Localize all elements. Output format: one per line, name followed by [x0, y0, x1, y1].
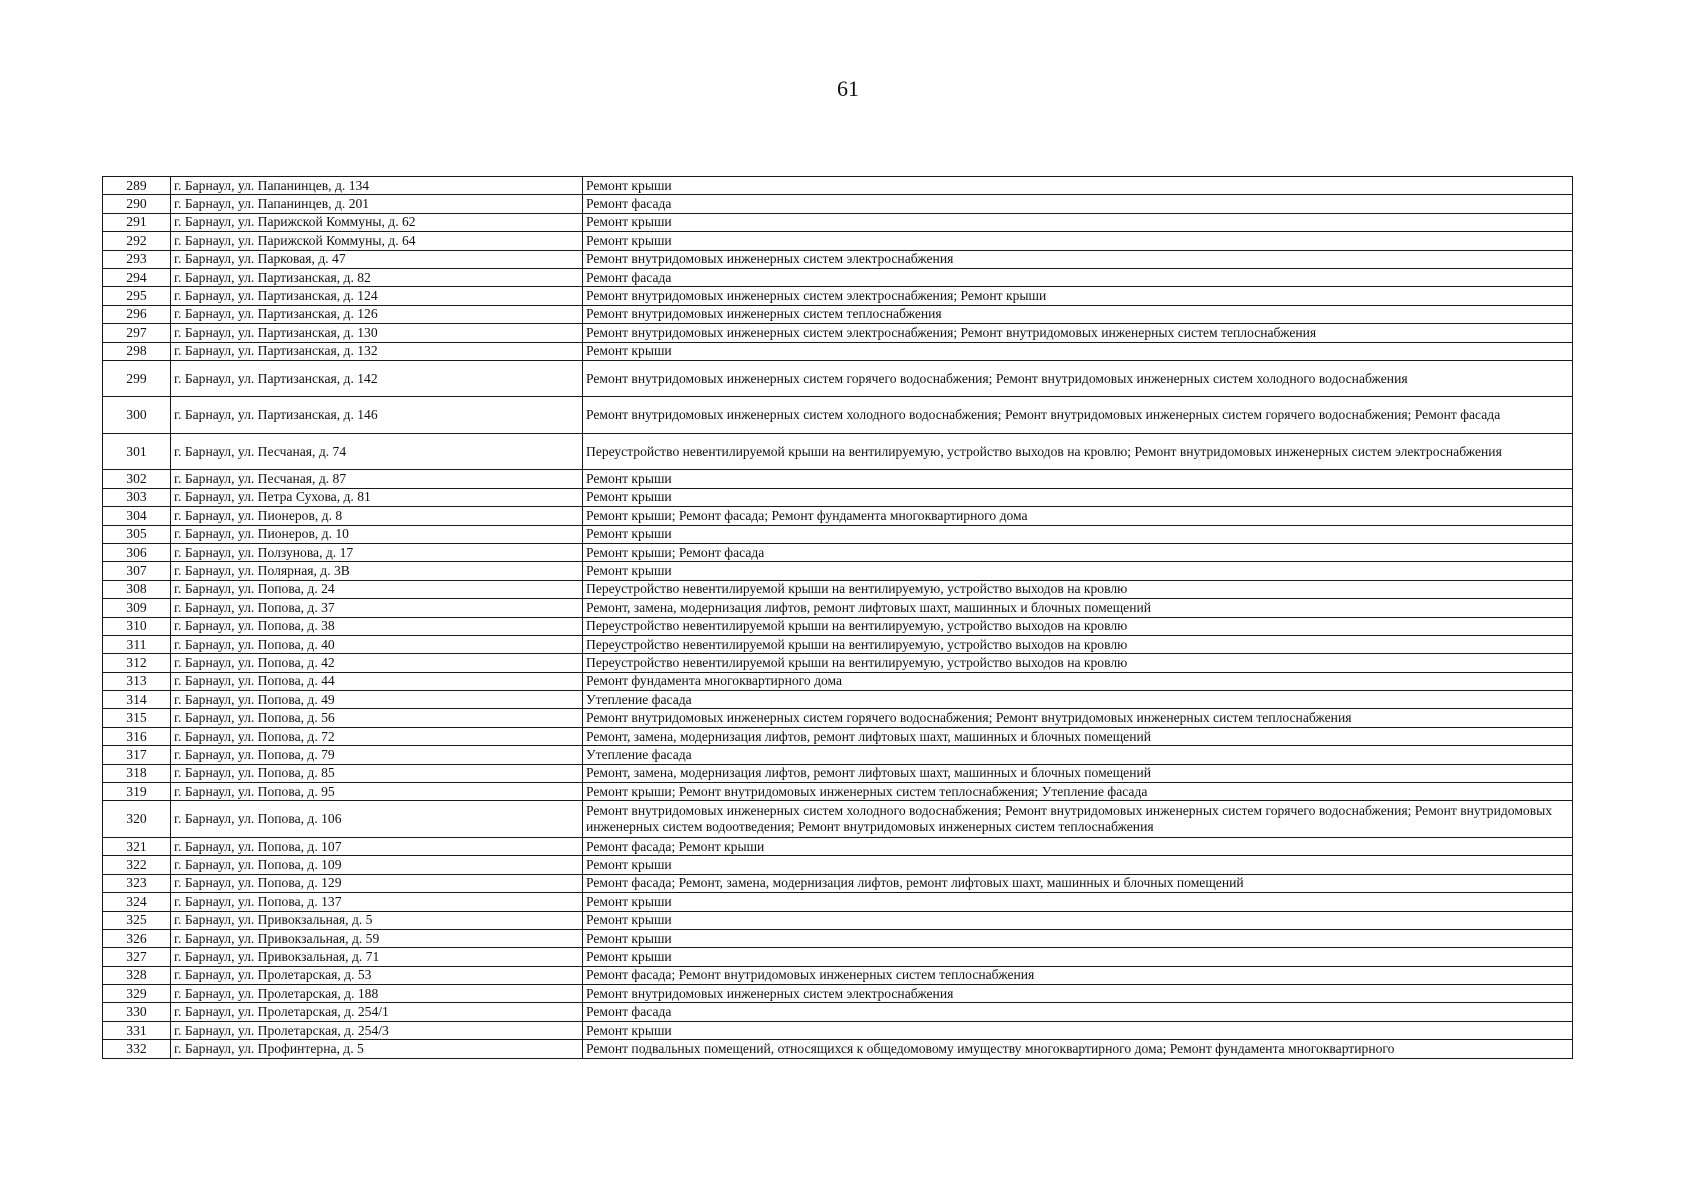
address-cell: г. Барнаул, ул. Пролетарская, д. 188: [171, 985, 583, 1003]
address-cell: г. Барнаул, ул. Попова, д. 107: [171, 837, 583, 855]
table-row: [103, 709, 1573, 727]
address-cell: г. Барнаул, ул. Пролетарская, д. 53: [171, 966, 583, 984]
works-cell: Ремонт внутридомовых инженерных систем электроснабжения; Ремонт крыши: [583, 287, 1573, 305]
address-cell: г. Барнаул, ул. Папанинцев, д. 201: [171, 195, 583, 213]
address-cell: г. Барнаул, ул. Попова, д. 72: [171, 727, 583, 745]
row-number: 332: [103, 1040, 171, 1058]
table-row: [103, 948, 1573, 966]
row-number: 308: [103, 580, 171, 598]
table-row: [103, 177, 1573, 195]
table-row: [103, 727, 1573, 745]
address-cell: г. Барнаул, ул. Пионеров, д. 8: [171, 507, 583, 525]
works-cell: Ремонт крыши: [583, 893, 1573, 911]
table-row: [103, 874, 1573, 892]
address-cell: г. Барнаул, ул. Попова, д. 24: [171, 580, 583, 598]
works-cell: Ремонт крыши: [583, 856, 1573, 874]
table-row: [103, 268, 1573, 286]
table-row: [103, 562, 1573, 580]
address-cell: г. Барнаул, ул. Песчаная, д. 87: [171, 470, 583, 488]
address-cell: г. Барнаул, ул. Пионеров, д. 10: [171, 525, 583, 543]
row-number: 329: [103, 985, 171, 1003]
works-cell: Ремонт, замена, модернизация лифтов, ремонт лифтовых шахт, машинных и блочных помещений: [583, 764, 1573, 782]
works-cell: Утепление фасада: [583, 691, 1573, 709]
address-cell: г. Барнаул, ул. Партизанская, д. 82: [171, 268, 583, 286]
table-row: [103, 470, 1573, 488]
table-row: [103, 1003, 1573, 1021]
row-number: 291: [103, 213, 171, 231]
row-number: 321: [103, 837, 171, 855]
table-row: [103, 599, 1573, 617]
table-row: [103, 1021, 1573, 1039]
works-cell: Переустройство невентилируемой крыши на вентилируемую, устройство выходов на кровлю: [583, 635, 1573, 653]
works-cell: Ремонт внутридомовых инженерных систем электроснабжения: [583, 985, 1573, 1003]
row-number: 331: [103, 1021, 171, 1039]
row-number: 314: [103, 691, 171, 709]
table-row: [103, 856, 1573, 874]
row-number: 316: [103, 727, 171, 745]
table-row: [103, 433, 1573, 470]
works-cell: Ремонт крыши: [583, 911, 1573, 929]
row-number: 303: [103, 488, 171, 506]
row-number: 299: [103, 360, 171, 397]
works-cell: Ремонт фасада: [583, 268, 1573, 286]
row-number: 311: [103, 635, 171, 653]
table-row: [103, 893, 1573, 911]
table-row: [103, 966, 1573, 984]
address-cell: г. Барнаул, ул. Попова, д. 56: [171, 709, 583, 727]
row-number: 328: [103, 966, 171, 984]
works-cell: Ремонт внутридомовых инженерных систем теплоснабжения: [583, 305, 1573, 323]
works-cell: Ремонт крыши: [583, 470, 1573, 488]
row-number: 325: [103, 911, 171, 929]
table-row: [103, 250, 1573, 268]
address-cell: г. Барнаул, ул. Парковая, д. 47: [171, 250, 583, 268]
works-cell: Ремонт крыши; Ремонт фасада; Ремонт фундамента многоквартирного дома: [583, 507, 1573, 525]
works-cell: Переустройство невентилируемой крыши на вентилируемую, устройство выходов на кровлю: [583, 617, 1573, 635]
address-cell: г. Барнаул, ул. Попова, д. 38: [171, 617, 583, 635]
table-row: [103, 764, 1573, 782]
row-number: 330: [103, 1003, 171, 1021]
address-cell: г. Барнаул, ул. Профинтерна, д. 5: [171, 1040, 583, 1058]
row-number: 313: [103, 672, 171, 690]
table-row: [103, 397, 1573, 434]
table-row: [103, 195, 1573, 213]
row-number: 320: [103, 801, 171, 838]
register-body: [103, 177, 1573, 1059]
table-row: [103, 305, 1573, 323]
table-row: [103, 580, 1573, 598]
table-row: [103, 635, 1573, 653]
address-cell: г. Барнаул, ул. Пролетарская, д. 254/3: [171, 1021, 583, 1039]
row-number: 304: [103, 507, 171, 525]
row-number: 307: [103, 562, 171, 580]
works-cell: Ремонт внутридомовых инженерных систем горячего водоснабжения; Ремонт внутридомовых инженерных систем теплоснабжения: [583, 709, 1573, 727]
repair-register-table: [102, 176, 1573, 1059]
row-number: 292: [103, 232, 171, 250]
row-number: 298: [103, 342, 171, 360]
works-cell: Ремонт крыши; Ремонт внутридомовых инженерных систем теплоснабжения; Утепление фасада: [583, 783, 1573, 801]
address-cell: г. Барнаул, ул. Попова, д. 95: [171, 783, 583, 801]
address-cell: г. Барнаул, ул. Партизанская, д. 130: [171, 324, 583, 342]
works-cell: Ремонт фасада; Ремонт, замена, модернизация лифтов, ремонт лифтовых шахт, машинных и блочных помещений: [583, 874, 1573, 892]
works-cell: Ремонт фасада; Ремонт крыши: [583, 837, 1573, 855]
works-cell: Ремонт крыши: [583, 213, 1573, 231]
address-cell: г. Барнаул, ул. Попова, д. 137: [171, 893, 583, 911]
works-cell: Ремонт крыши: [583, 948, 1573, 966]
table-row: [103, 911, 1573, 929]
row-number: 306: [103, 543, 171, 561]
table-row: [103, 801, 1573, 838]
works-cell: Ремонт, замена, модернизация лифтов, ремонт лифтовых шахт, машинных и блочных помещений: [583, 727, 1573, 745]
address-cell: г. Барнаул, ул. Партизанская, д. 142: [171, 360, 583, 397]
address-cell: г. Барнаул, ул. Петра Сухова, д. 81: [171, 488, 583, 506]
row-number: 294: [103, 268, 171, 286]
works-cell: Переустройство невентилируемой крыши на вентилируемую, устройство выходов на кровлю; Ремонт внутридомовых инженерных систем электроснабжения: [583, 433, 1573, 470]
row-number: 310: [103, 617, 171, 635]
works-cell: Ремонт крыши: [583, 488, 1573, 506]
table-row: [103, 232, 1573, 250]
address-cell: г. Барнаул, ул. Партизанская, д. 132: [171, 342, 583, 360]
row-number: 322: [103, 856, 171, 874]
table-row: [103, 287, 1573, 305]
address-cell: г. Барнаул, ул. Полярная, д. 3В: [171, 562, 583, 580]
works-cell: Ремонт крыши: [583, 232, 1573, 250]
address-cell: г. Барнаул, ул. Попова, д. 79: [171, 746, 583, 764]
row-number: 312: [103, 654, 171, 672]
works-cell: Ремонт внутридомовых инженерных систем горячего водоснабжения; Ремонт внутридомовых инженерных систем холодного водоснабжения: [583, 360, 1573, 397]
table-row: [103, 783, 1573, 801]
address-cell: г. Барнаул, ул. Парижской Коммуны, д. 64: [171, 232, 583, 250]
row-number: 327: [103, 948, 171, 966]
page-number: 61: [837, 76, 859, 101]
works-cell: Ремонт внутридомовых инженерных систем холодного водоснабжения; Ремонт внутридомовых инженерных систем горячего водоснабжения; Ремонт внутридомовых инженерных систем водоотведения; Ремонт внутридомовых инженерных систем теплоснабжения: [583, 801, 1573, 838]
address-cell: г. Барнаул, ул. Песчаная, д. 74: [171, 433, 583, 470]
works-cell: Ремонт крыши: [583, 177, 1573, 195]
address-cell: г. Барнаул, ул. Ползунова, д. 17: [171, 543, 583, 561]
works-cell: Ремонт внутридомовых инженерных систем электроснабжения; Ремонт внутридомовых инженерных систем теплоснабжения: [583, 324, 1573, 342]
address-cell: г. Барнаул, ул. Попова, д. 42: [171, 654, 583, 672]
row-number: 326: [103, 929, 171, 947]
address-cell: г. Барнаул, ул. Попова, д. 106: [171, 801, 583, 838]
works-cell: Ремонт крыши: [583, 525, 1573, 543]
works-cell: Утепление фасада: [583, 746, 1573, 764]
table-row: [103, 543, 1573, 561]
address-cell: г. Барнаул, ул. Попова, д. 129: [171, 874, 583, 892]
address-cell: г. Барнаул, ул. Попова, д. 85: [171, 764, 583, 782]
works-cell: Ремонт внутридомовых инженерных систем электроснабжения: [583, 250, 1573, 268]
table-row: [103, 488, 1573, 506]
table-row: [103, 1040, 1573, 1058]
table-row: [103, 672, 1573, 690]
row-number: 324: [103, 893, 171, 911]
row-number: 323: [103, 874, 171, 892]
works-cell: Ремонт крыши; Ремонт фасада: [583, 543, 1573, 561]
row-number: 301: [103, 433, 171, 470]
address-cell: г. Барнаул, ул. Партизанская, д. 146: [171, 397, 583, 434]
works-cell: Переустройство невентилируемой крыши на вентилируемую, устройство выходов на кровлю: [583, 654, 1573, 672]
address-cell: г. Барнаул, ул. Пролетарская, д. 254/1: [171, 1003, 583, 1021]
row-number: 297: [103, 324, 171, 342]
works-cell: Ремонт крыши: [583, 562, 1573, 580]
works-cell: Ремонт фасада: [583, 1003, 1573, 1021]
works-cell: Ремонт подвальных помещений, относящихся к общедомовому имуществу многоквартирного дома; Ремонт фундамента многоквартирного: [583, 1040, 1573, 1058]
table-row: [103, 213, 1573, 231]
table-row: [103, 360, 1573, 397]
address-cell: г. Барнаул, ул. Попова, д. 40: [171, 635, 583, 653]
row-number: 317: [103, 746, 171, 764]
row-number: 305: [103, 525, 171, 543]
table-row: [103, 691, 1573, 709]
works-cell: Ремонт внутридомовых инженерных систем холодного водоснабжения; Ремонт внутридомовых инженерных систем горячего водоснабжения; Ремонт фасада: [583, 397, 1573, 434]
row-number: 302: [103, 470, 171, 488]
address-cell: г. Барнаул, ул. Привокзальная, д. 59: [171, 929, 583, 947]
table-row: [103, 525, 1573, 543]
row-number: 315: [103, 709, 171, 727]
address-cell: г. Барнаул, ул. Попова, д. 109: [171, 856, 583, 874]
works-cell: Ремонт крыши: [583, 342, 1573, 360]
address-cell: г. Барнаул, ул. Папанинцев, д. 134: [171, 177, 583, 195]
table-row: [103, 985, 1573, 1003]
row-number: 293: [103, 250, 171, 268]
row-number: 318: [103, 764, 171, 782]
address-cell: г. Барнаул, ул. Попова, д. 37: [171, 599, 583, 617]
address-cell: г. Барнаул, ул. Привокзальная, д. 5: [171, 911, 583, 929]
works-cell: Ремонт фасада; Ремонт внутридомовых инженерных систем теплоснабжения: [583, 966, 1573, 984]
address-cell: г. Барнаул, ул. Попова, д. 44: [171, 672, 583, 690]
works-cell: Ремонт фундамента многоквартирного дома: [583, 672, 1573, 690]
address-cell: г. Барнаул, ул. Привокзальная, д. 71: [171, 948, 583, 966]
row-number: 289: [103, 177, 171, 195]
works-cell: Ремонт, замена, модернизация лифтов, ремонт лифтовых шахт, машинных и блочных помещений: [583, 599, 1573, 617]
address-cell: г. Барнаул, ул. Парижской Коммуны, д. 62: [171, 213, 583, 231]
works-cell: Ремонт крыши: [583, 929, 1573, 947]
table-row: [103, 507, 1573, 525]
row-number: 296: [103, 305, 171, 323]
row-number: 300: [103, 397, 171, 434]
table-row: [103, 617, 1573, 635]
works-cell: Ремонт фасада: [583, 195, 1573, 213]
works-cell: Ремонт крыши: [583, 1021, 1573, 1039]
table-row: [103, 837, 1573, 855]
row-number: 290: [103, 195, 171, 213]
table-row: [103, 324, 1573, 342]
address-cell: г. Барнаул, ул. Попова, д. 49: [171, 691, 583, 709]
table-row: [103, 342, 1573, 360]
address-cell: г. Барнаул, ул. Партизанская, д. 124: [171, 287, 583, 305]
table-row: [103, 746, 1573, 764]
works-cell: Переустройство невентилируемой крыши на вентилируемую, устройство выходов на кровлю: [583, 580, 1573, 598]
row-number: 309: [103, 599, 171, 617]
row-number: 319: [103, 783, 171, 801]
table-row: [103, 929, 1573, 947]
address-cell: г. Барнаул, ул. Партизанская, д. 126: [171, 305, 583, 323]
table-row: [103, 654, 1573, 672]
row-number: 295: [103, 287, 171, 305]
